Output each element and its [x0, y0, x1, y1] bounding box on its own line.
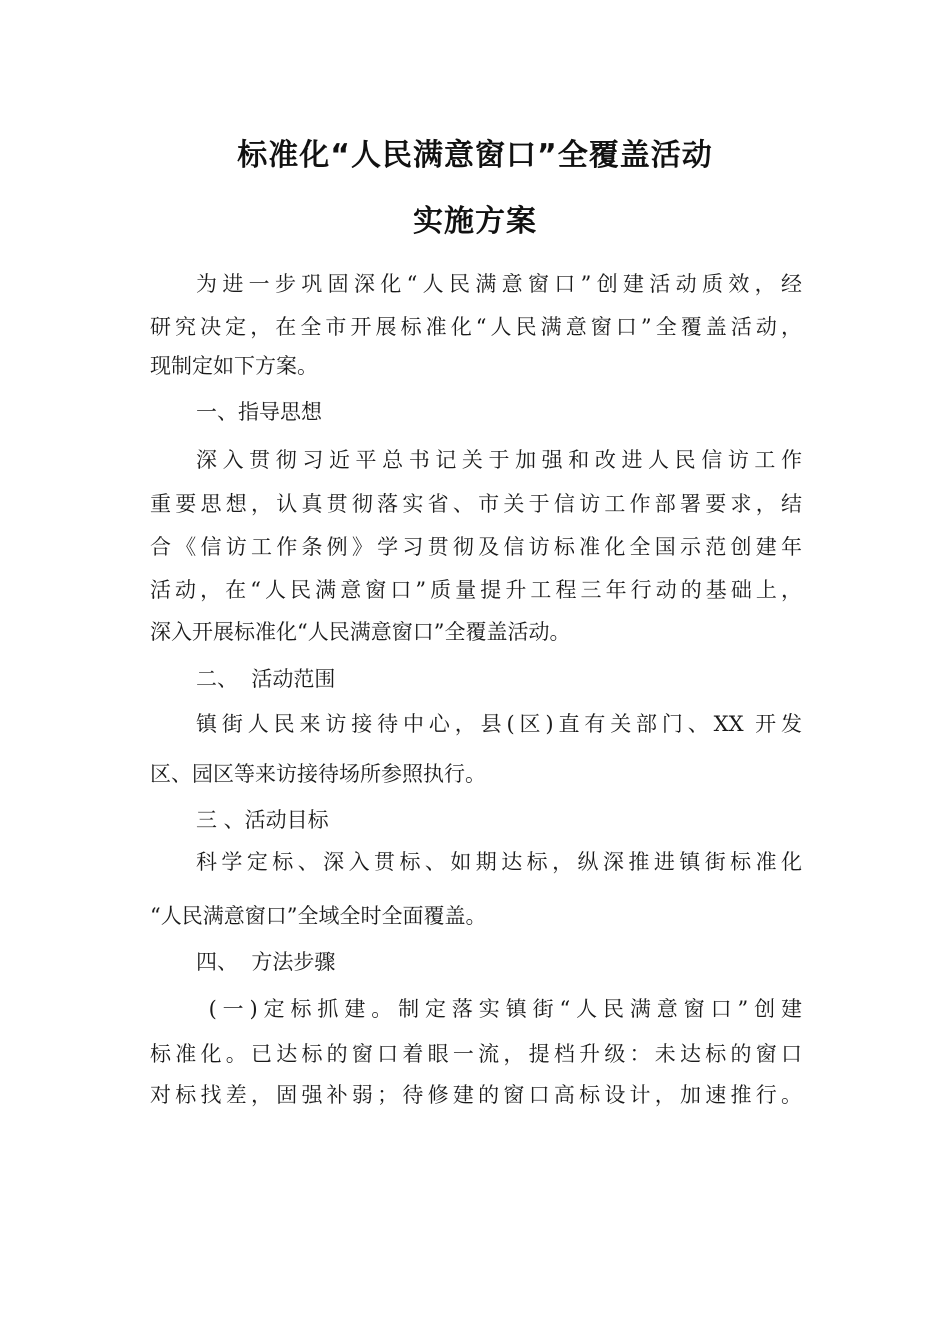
section-2-line-2: 区、园区等来访接待场所参照执行。	[150, 762, 486, 786]
section-1-heading: 一、指导思想	[196, 400, 322, 424]
intro-line-3: 现制定如下方案。	[150, 354, 318, 378]
section-4-line-1: (一)定标抓建。制定落实镇街“人民满意窗口”创建	[196, 997, 802, 1021]
section-3-line-2: “人民满意窗口”全域全时全面覆盖。	[150, 904, 487, 928]
section-4-line-3: 对标找差，固强补弱；待修建的窗口高标设计，加速推行。	[150, 1083, 802, 1107]
section-2-heading: 二、 活动范围	[196, 667, 336, 691]
document-title-line-2: 实施方案	[413, 204, 537, 239]
section-1-line-1: 深入贯彻习近平总书记关于加强和改进人民信访工作	[196, 448, 802, 472]
section-2-line-1: 镇街人民来访接待中心，县(区)直有关部门、XX 开发	[196, 712, 802, 736]
section-3-line-1: 科学定标、深入贯标、如期达标，纵深推进镇街标准化	[196, 850, 802, 874]
section-4-line-2: 标准化。已达标的窗口着眼一流，提档升级：未达标的窗口	[150, 1042, 802, 1066]
intro-line-2: 研究决定，在全市开展标准化“人民满意窗口”全覆盖活动，	[150, 315, 802, 339]
section-1-line-3: 合《信访工作条例》学习贯彻及信访标准化全国示范创建年	[150, 535, 802, 559]
document-title-line-1: 标准化“人民满意窗口”全覆盖活动	[237, 138, 713, 173]
intro-line-1: 为进一步巩固深化“人民满意窗口”创建活动质效，经	[196, 272, 802, 296]
section-1-line-4: 活动，在“人民满意窗口”质量提升工程三年行动的基础上，	[150, 578, 802, 602]
section-4-heading: 四、 方法步骤	[196, 950, 336, 974]
section-1-line-2: 重要思想，认真贯彻落实省、市关于信访工作部署要求，结	[150, 492, 802, 516]
section-1-line-5: 深入开展标准化“人民满意窗口”全覆盖活动。	[150, 620, 571, 644]
section-3-heading: 三 、活动目标	[196, 808, 329, 832]
